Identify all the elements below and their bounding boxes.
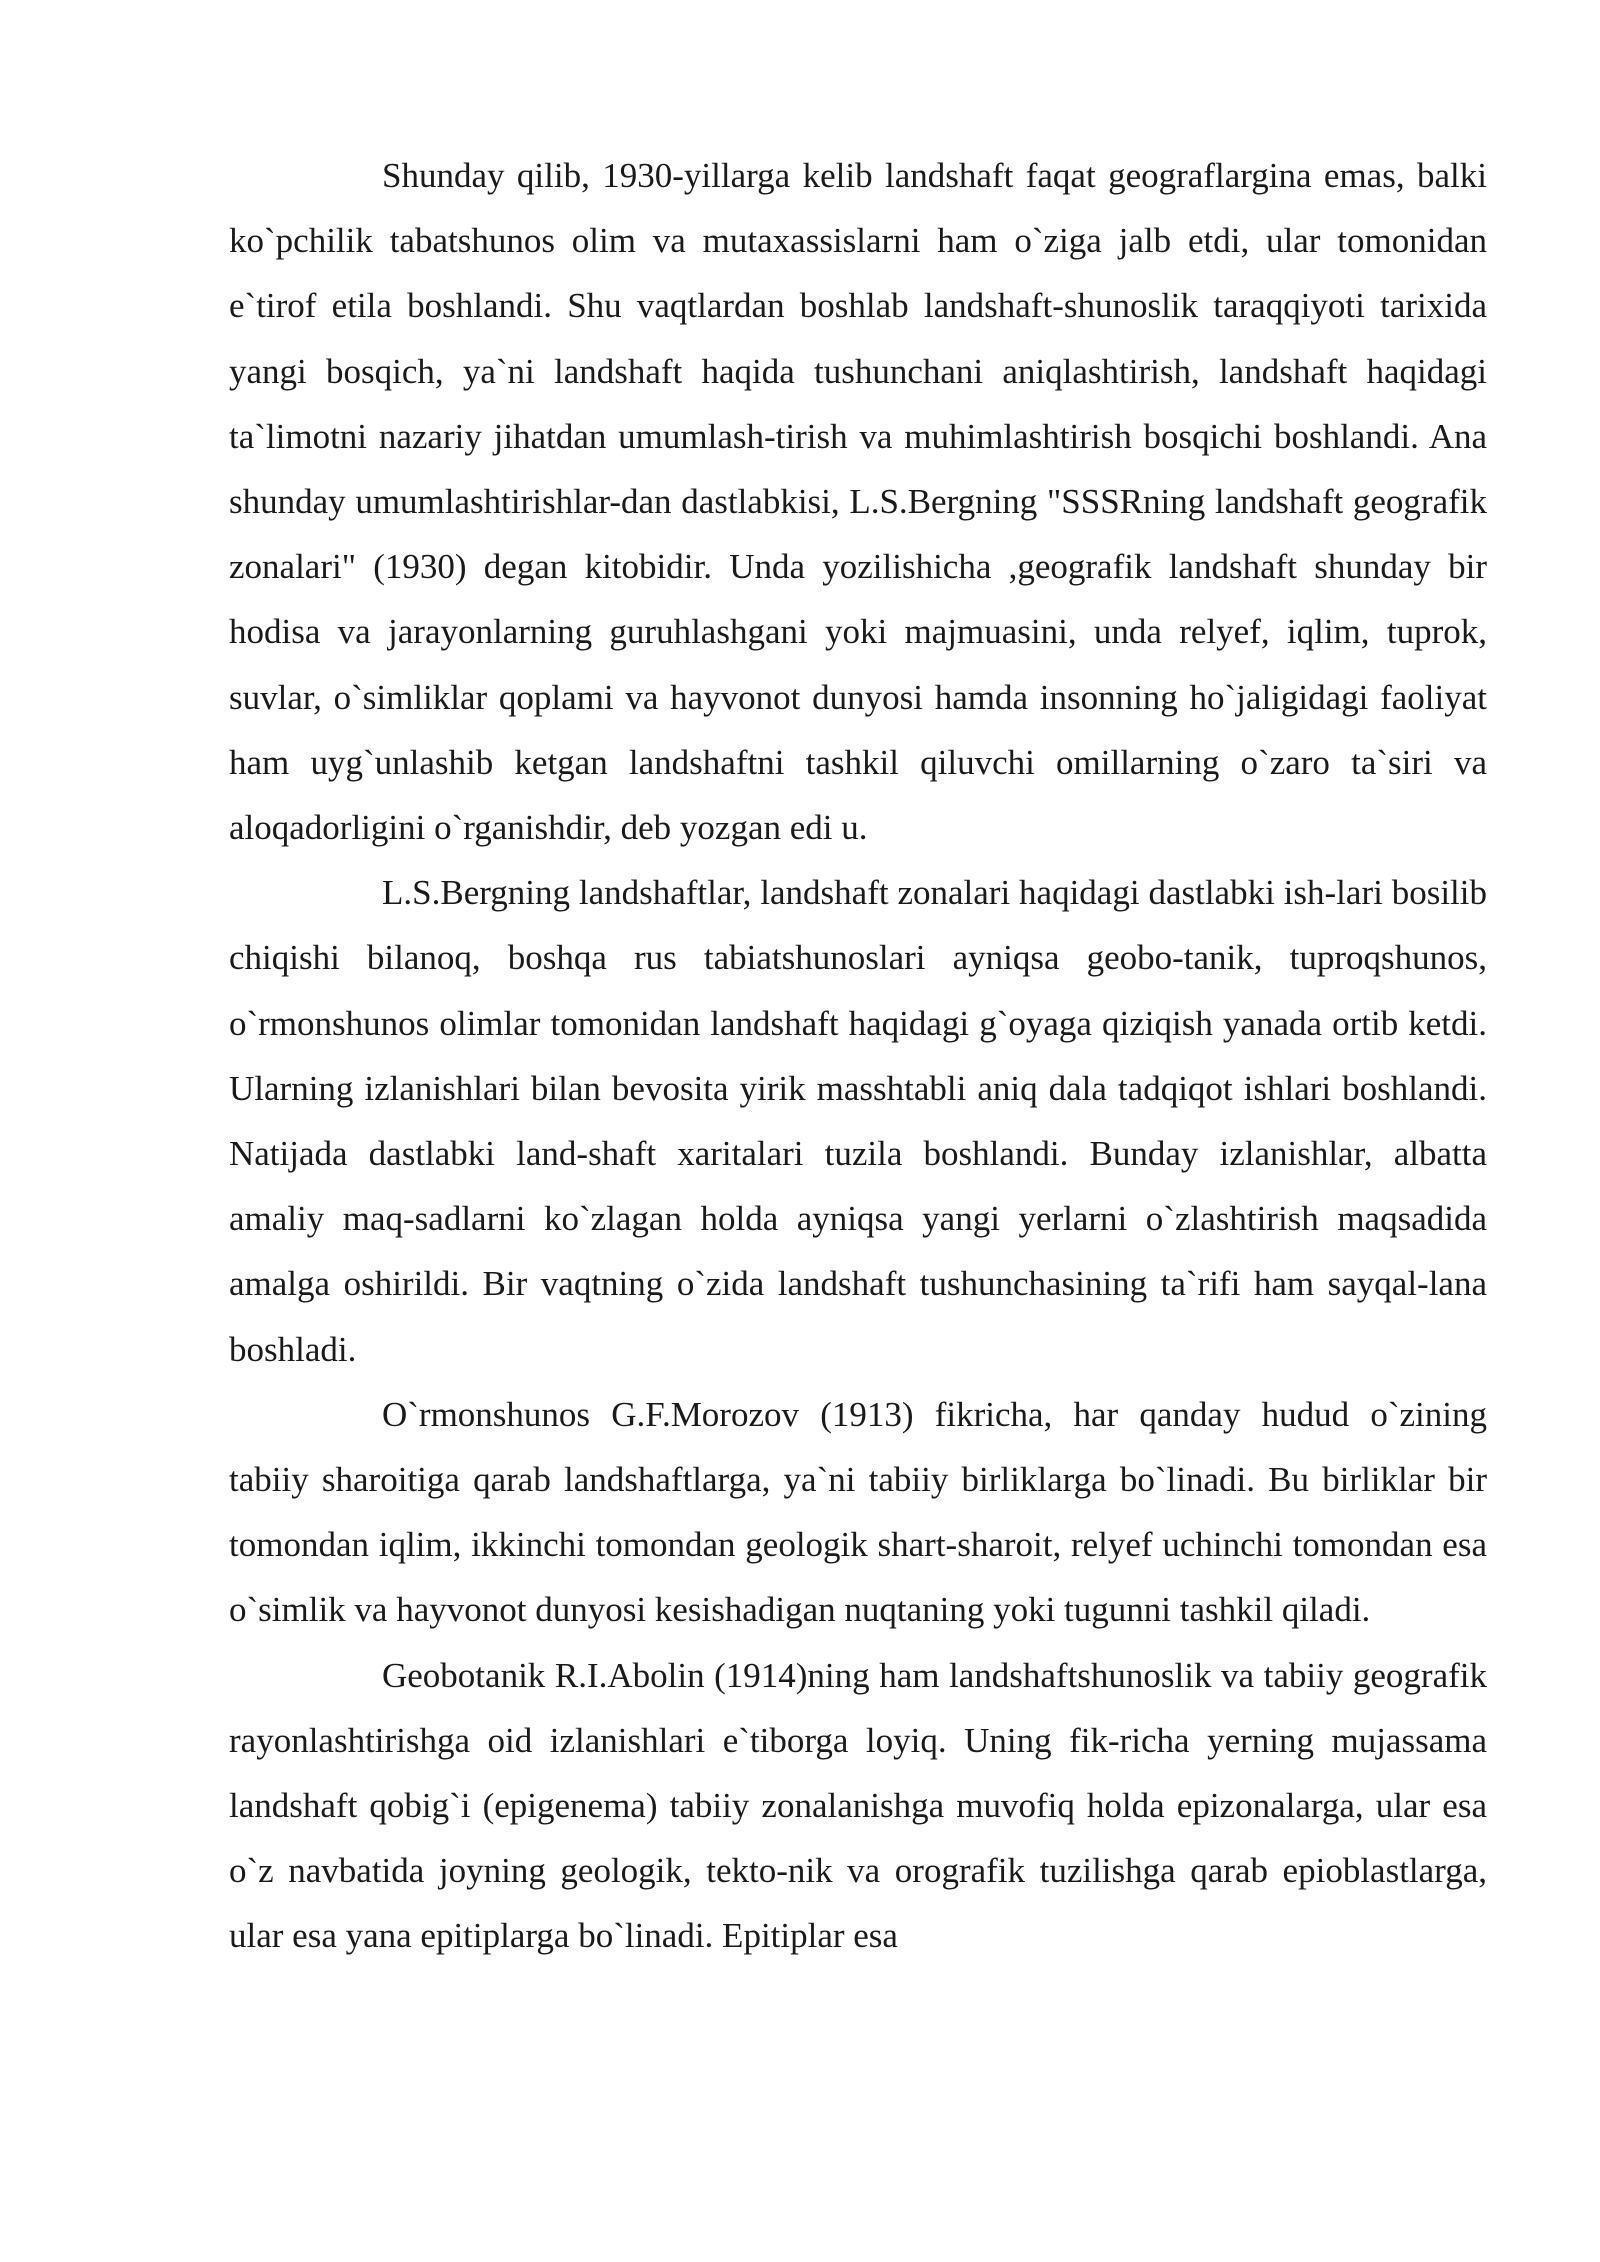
paragraph-1: Shunday qilib, 1930-yillarga kelib landshaft faqat geograflargina emas, balki ko`pchilik tabatshunos olim va mutaxassislarni ham o`ziga jalb etdi, ular tomonidan e`tirof etila boshlandi. Shu vaqtlardan boshlab landshaft-shunoslik taraqqiyoti tarixida yangi bosqich, ya`ni landshaft haqida tushunchani aniqlashtirish, landshaft haqidagi ta`limotni nazariy jihatdan umumlash-tirish va muhimlashtirish bosqichi boshlandi. Ana shunday umumlashtirishlar-dan dastlabkisi, L.S.Bergning "SSSRning landshaft geografik zonalari" (1930) degan kitobidir. Unda yozilishicha ,geografik landshaft shunday bir hodisa va jarayonlarning guruhlashgani yoki majmuasini, unda relyef, iqlim, tuprok, suvlar, o`simliklar qoplami va hayvonot dunyosi hamda insonning ho`jaligidagi faoliyat ham uyg`unlashib ketgan landshaftni tashkil qiluvchi omillarning o`zaro ta`siri va aloqadorligini o`rganishdir, deb yozgan edi u. <box>229 156 1487 848</box>
paragraph-2: L.S.Bergning landshaftlar, landshaft zonalari haqidagi dastlabki ish-lari bosilib chiqishi bilanoq, boshqa rus tabiatshunoslari ayniqsa geobo-tanik, tuproqshunos, o`rmonshunos olimlar tomonidan landshaft haqidagi g`oyaga qiziqish yanada ortib ketdi. Ularning izlanishlari bilan bevosita yirik masshtabli aniq dala tadqiqot ishlari boshlandi. Natijada dastlabki land-shaft xaritalari tuzila boshlandi. Bunday izlanishlar, albatta amaliy maq-sadlarni ko`zlagan holda ayniqsa yangi yerlarni o`zlashtirish maqsadida amalga oshirildi. Bir vaqtning o`zida landshaft tushunchasining ta`rifi ham sayqal-lana boshladi. <box>229 873 1487 1369</box>
paragraph-4: Geobotanik R.I.Abolin (1914)ning ham landshaftshunoslik va tabiiy geografik rayonlashtirishga oid izlanishlari e`tiborga loyiq. Uning fik-richa yerning mujassama landshaft qobig`i (epigenema) tabiiy zonalanishga muvofiq holda epizonalarga, ular esa o`z navbatida joyning geologik, tekto-nik va orografik tuzilishga qarab epioblastlarga, ular esa yana epitiplarga bo`linadi. Epitiplar esa <box>229 1655 1487 1956</box>
document-body <box>229 143 1487 1969</box>
paragraph-3: O`rmonshunos G.F.Morozov (1913) fikricha, har qanday hudud o`zining tabiiy sharoitiga qarab landshaftlarga, ya`ni tabiiy birliklarga bo`linadi. Bu birliklar bir tomondan iqlim, ikkinchi tomondan geologik shart-sharoit, relyef uchinchi tomondan esa o`simlik va hayvonot dunyosi kesishadigan nuqtaning yoki tugunni tashkil qiladi. <box>229 1394 1487 1630</box>
